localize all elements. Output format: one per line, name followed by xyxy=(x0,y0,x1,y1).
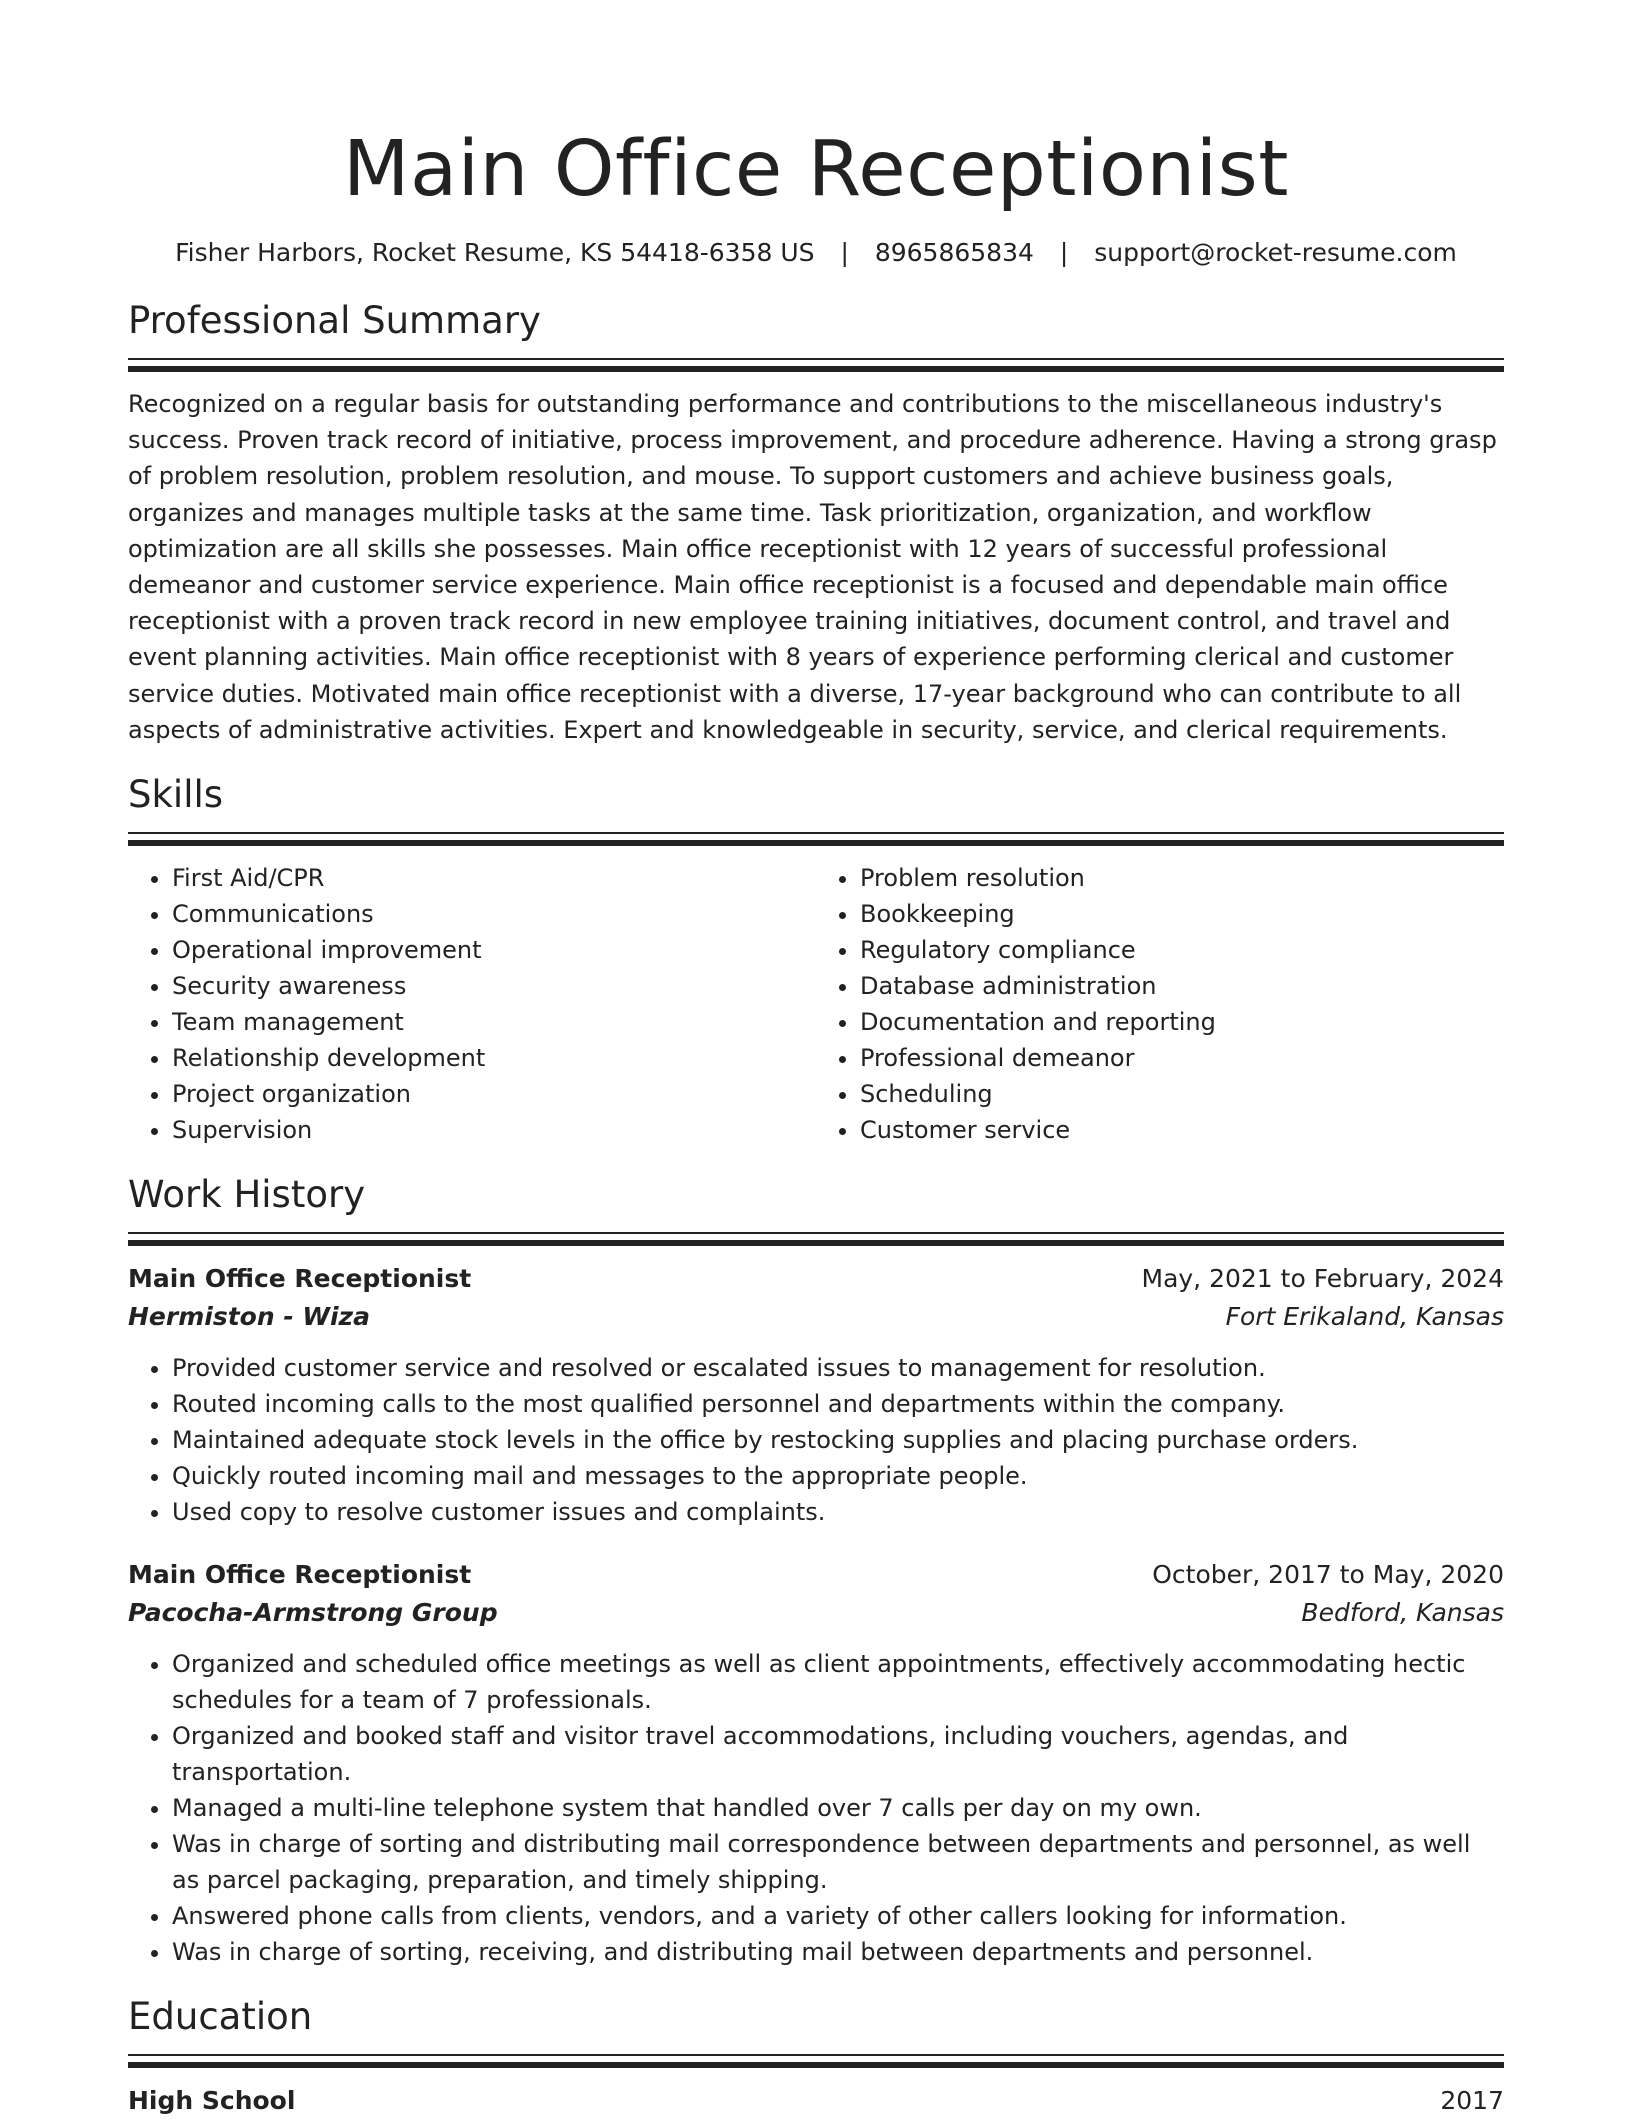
skill-item: • Security awareness xyxy=(172,968,816,1004)
job-duty: • Routed incoming calls to the most qualified personnel and departments within the company. xyxy=(172,1386,1504,1422)
job-duty: • Used copy to resolve customer issues and complaints. xyxy=(172,1494,1504,1530)
job-duties xyxy=(128,1646,1504,1970)
summary-title: Professional Summary xyxy=(128,299,541,342)
skill-item: • Communications xyxy=(172,896,816,932)
skill-item: • First Aid/CPR xyxy=(172,860,816,896)
contact-address: Fisher Harbors, Rocket Resume, KS 54418-6358 US xyxy=(175,238,815,267)
contact-phone: 8965865834 xyxy=(874,238,1034,267)
section-divider xyxy=(128,2054,1504,2056)
summary-text: Recognized on a regular basis for outstanding performance and contributions to the miscellaneous industry's success. Proven track record of initiative, process improvement, and procedure adherence. Having a strong grasp of problem resolution, problem resolution, and mouse. To support customers and achieve business goals, organizes and manages multiple tasks at the same time. Task prioritization, organization, and workflow optimization are all skills she possesses. Main office receptionist with 12 years of successful professional demeanor and customer service experience. Main office receptionist is a focused and dependable main office receptionist with a proven track record in new employee training initiatives, document control, and travel and event planning activities. Main office receptionist with 8 years of experience performing clerical and customer service duties. Motivated main office receptionist with a diverse, 17-year background who can contribute to all aspects of administrative activities. Expert and knowledgeable in security, service, and clerical requirements. xyxy=(128,390,1497,744)
skill-item: • Scheduling xyxy=(860,1076,1504,1112)
job-company: Hermiston - Wiza xyxy=(128,1302,370,1332)
section-divider xyxy=(128,366,1504,372)
skill-item: • Team management xyxy=(172,1004,816,1040)
job-location: Fort Erikaland, Kansas xyxy=(1225,1302,1504,1332)
summary-section xyxy=(128,296,1504,748)
job-location: Bedford, Kansas xyxy=(1301,1598,1504,1628)
job-company: Pacocha-Armstrong Group xyxy=(128,1598,498,1628)
work-history-title: Work History xyxy=(128,1173,366,1217)
education-entry xyxy=(128,2082,1504,2120)
section-divider xyxy=(128,840,1504,846)
section-divider xyxy=(128,832,1504,834)
job-duty: • Provided customer service and resolved or escalated issues to management for resolution. xyxy=(172,1350,1504,1386)
skills-section xyxy=(128,770,1504,1148)
job-entry xyxy=(128,1556,1504,1970)
skills-title: Skills xyxy=(128,773,224,817)
skill-item: • Relationship development xyxy=(172,1040,816,1076)
skills-list xyxy=(128,860,1504,1148)
resume-page xyxy=(128,0,1504,2120)
education-title: Education xyxy=(128,1995,313,2039)
candidate-name: Main Office Receptionist xyxy=(343,125,1289,214)
contact-separator: | xyxy=(840,238,849,267)
job-title: Main Office Receptionist xyxy=(128,1560,472,1590)
skill-item: • Operational improvement xyxy=(172,932,816,968)
section-divider xyxy=(128,358,1504,360)
job-duty: • Was in charge of sorting and distributing mail correspondence between departments and personnel, as well as parcel packaging, preparation, and timely shipping. xyxy=(172,1826,1504,1898)
job-dates: May, 2021 to February, 2024 xyxy=(1141,1264,1504,1294)
job-duty: • Managed a multi-line telephone system that handled over 7 calls per day on my own. xyxy=(172,1790,1504,1826)
education-degree: High School xyxy=(128,2086,296,2116)
work-history-section xyxy=(128,1170,1504,1970)
job-duty: • Maintained adequate stock levels in the office by restocking supplies and placing purchase orders. xyxy=(172,1422,1504,1458)
skill-item: • Supervision xyxy=(172,1112,816,1148)
job-duty: • Was in charge of sorting, receiving, and distributing mail between departments and personnel. xyxy=(172,1934,1504,1970)
skill-item: • Project organization xyxy=(172,1076,816,1112)
job-dates: October, 2017 to May, 2020 xyxy=(1152,1560,1504,1590)
skill-item: • Professional demeanor xyxy=(860,1040,1504,1076)
contact-line xyxy=(128,236,1504,270)
job-duty: • Organized and booked staff and visitor travel accommodations, including vouchers, agendas, and transportation. xyxy=(172,1718,1504,1790)
skills-column-right xyxy=(816,860,1504,1148)
education-section xyxy=(128,1992,1504,2120)
skill-item: • Regulatory compliance xyxy=(860,932,1504,968)
skill-item: • Database administration xyxy=(860,968,1504,1004)
job-duty: • Quickly routed incoming mail and messages to the appropriate people. xyxy=(172,1458,1504,1494)
job-duties xyxy=(128,1350,1504,1530)
skill-item: • Bookkeeping xyxy=(860,896,1504,932)
contact-email: support@rocket-resume.com xyxy=(1094,238,1457,267)
education-year: 2017 xyxy=(1440,2086,1504,2116)
skill-item: • Documentation and reporting xyxy=(860,1004,1504,1040)
skill-item: • Customer service xyxy=(860,1112,1504,1148)
section-divider xyxy=(128,1232,1504,1234)
section-divider xyxy=(128,2062,1504,2068)
contact-separator: | xyxy=(1059,238,1069,267)
job-entry xyxy=(128,1260,1504,1530)
skill-item: • Problem resolution xyxy=(860,860,1504,896)
job-title: Main Office Receptionist xyxy=(128,1264,472,1294)
job-duty: • Answered phone calls from clients, vendors, and a variety of other callers looking for information. xyxy=(172,1898,1504,1934)
section-divider xyxy=(128,1240,1504,1246)
job-duty: • Organized and scheduled office meetings as well as client appointments, effectively accommodating hectic schedules for a team of 7 professionals. xyxy=(172,1646,1504,1718)
skills-column-left xyxy=(128,860,816,1148)
